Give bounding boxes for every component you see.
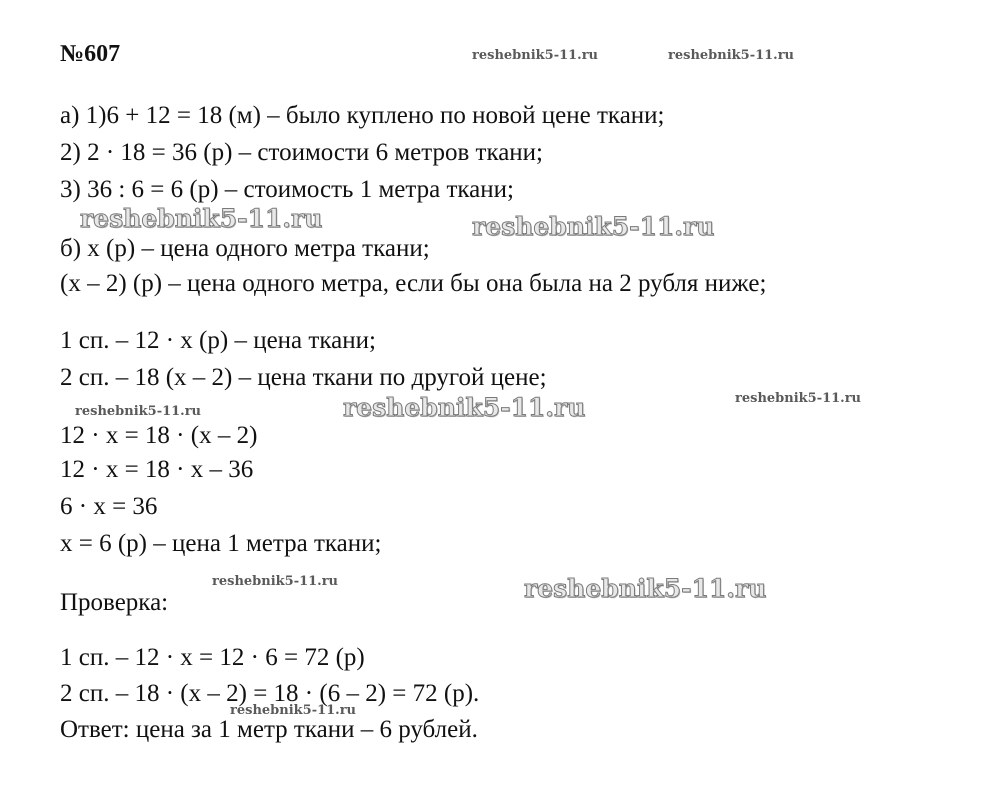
answer-line: Ответ: цена за 1 метр ткани – 6 рублей. [60, 716, 478, 743]
watermark: reshebnik5-11.ru [80, 204, 323, 233]
method-1-line: 1 сп. – 12 · х (р) – цена ткани; [60, 327, 376, 354]
check-line-1: 1 сп. – 12 · х = 12 · 6 = 72 (р) [60, 644, 365, 671]
watermark: reshebnik5-11.ru [75, 404, 202, 419]
solution-line-a1: а) 1)6 + 12 = 18 (м) – было куплено по новой цене ткани; [60, 102, 665, 129]
equation-line-1: 12 · х = 18 · (х – 2) [60, 422, 258, 449]
equation-line-3: 6 · х = 36 [60, 493, 158, 520]
watermark: reshebnik5-11.ru [668, 48, 795, 63]
watermark: reshebnik5-11.ru [524, 574, 767, 603]
check-heading: Проверка: [60, 589, 169, 616]
solution-line-b2: (х – 2) (р) – цена одного метра, если бы она была на 2 рубля ниже; [60, 270, 767, 297]
watermark: reshebnik5-11.ru [230, 703, 357, 718]
check-line-2: 2 сп. – 18 · (х – 2) = 18 · (6 – 2) = 72 (р). [60, 680, 480, 707]
method-2-line: 2 сп. – 18 (х – 2) – цена ткани по другой цене; [60, 364, 547, 391]
watermark: reshebnik5-11.ru [735, 391, 862, 406]
equation-result: х = 6 (р) – цена 1 метра ткани; [60, 530, 382, 557]
watermark: reshebnik5-11.ru [212, 574, 339, 589]
watermark: reshebnik5-11.ru [472, 48, 599, 63]
problem-number: №607 [60, 41, 121, 67]
solution-line-a3: 3) 36 : 6 = 6 (р) – стоимость 1 метра ткани; [60, 176, 514, 203]
watermark: reshebnik5-11.ru [343, 393, 586, 422]
solution-line-a2: 2) 2 · 18 = 36 (р) – стоимости 6 метров ткани; [60, 139, 544, 166]
watermark: reshebnik5-11.ru [472, 212, 715, 241]
equation-line-2: 12 · х = 18 · х – 36 [60, 456, 254, 483]
solution-line-b1: б) х (р) – цена одного метра ткани; [60, 235, 430, 262]
